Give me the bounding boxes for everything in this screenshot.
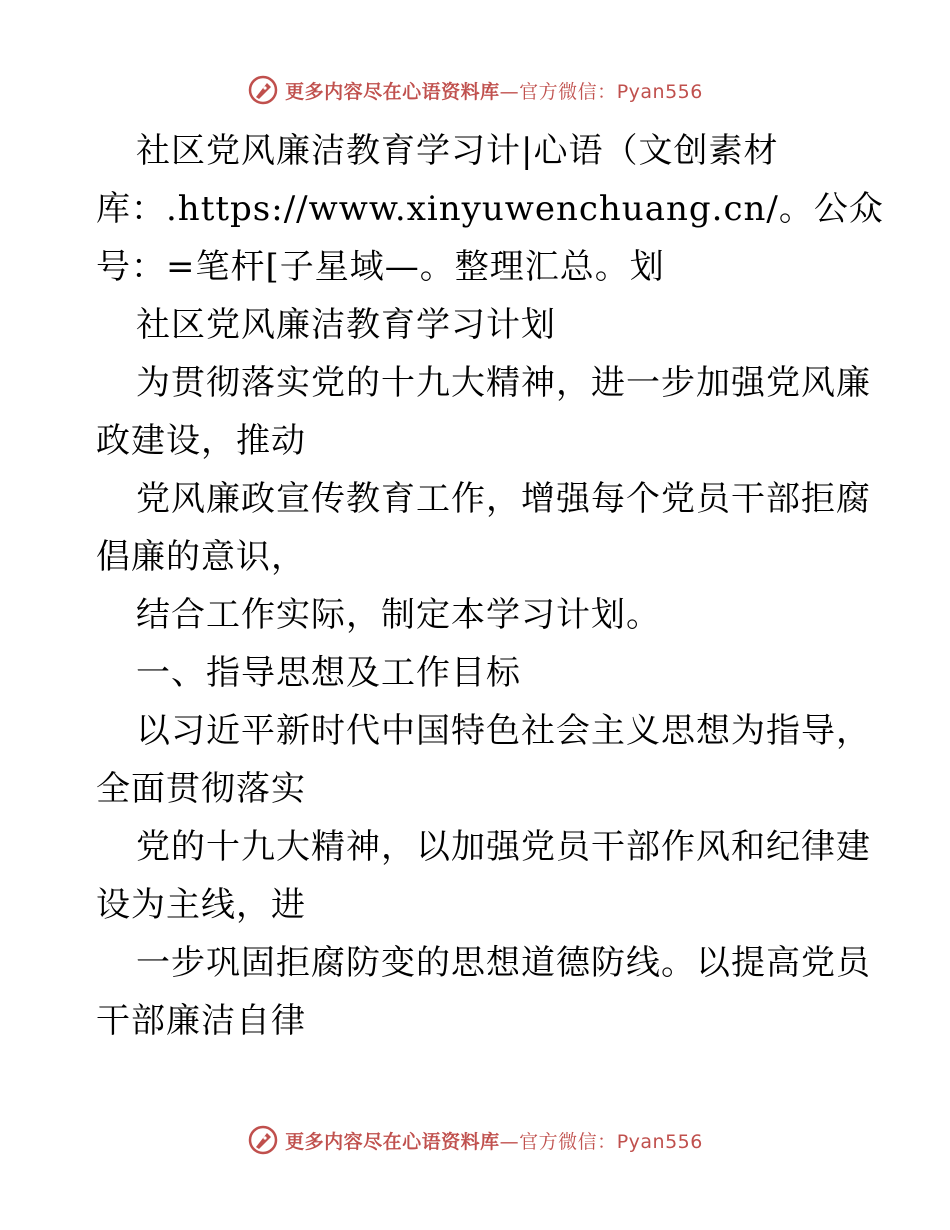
body-line-9: 结合工作实际，制定本学习计划。	[136, 595, 661, 635]
body-line-3: 号：=笔杆[子星域—。整理汇总。划	[96, 247, 665, 287]
body-line-2: 库：.https://www.xinyuwenchuang.cn/。公众	[96, 189, 884, 229]
banner-main-text: 更多内容尽在心语资料库	[285, 80, 500, 103]
document-body	[96, 122, 884, 1050]
banner-dash: —	[499, 80, 520, 103]
header-banner	[0, 70, 950, 110]
body-line-16: 干部廉洁自律	[96, 1001, 306, 1041]
body-line-14: 设为主线，进	[96, 885, 306, 925]
body-line-15: 一步巩固拒腐防变的思想道德防线。以提高党员	[136, 943, 871, 983]
banner-official-label: 官方微信：	[519, 1130, 617, 1153]
body-line-8: 倡廉的意识，	[96, 537, 306, 577]
document-title: 社区党风廉洁教育学习计划	[136, 305, 556, 345]
body-line-7: 党风廉政宣传教育工作，增强每个党员干部拒腐	[136, 479, 871, 519]
banner-text	[285, 77, 703, 104]
banner-official-label: 官方微信：	[519, 80, 617, 103]
banner-dash: —	[499, 1130, 520, 1153]
pen-nib-seal-icon	[247, 74, 279, 106]
body-line-11: 以习近平新时代中国特色社会主义思想为指导，	[136, 711, 871, 751]
footer-banner	[0, 1120, 950, 1160]
banner-wechat-id: Pyan556	[616, 80, 703, 103]
body-line-1: 社区党风廉洁教育学习计|心语（文创素材	[136, 131, 779, 171]
pen-nib-seal-icon	[247, 1124, 279, 1156]
section-heading-1: 一、指导思想及工作目标	[136, 653, 521, 693]
body-line-5: 为贯彻落实党的十九大精神，进一步加强党风廉	[136, 363, 871, 403]
body-line-13: 党的十九大精神，以加强党员干部作风和纪律建	[136, 827, 871, 867]
banner-wechat-id: Pyan556	[616, 1130, 703, 1153]
body-line-6: 政建设，推动	[96, 421, 306, 461]
banner-text	[285, 1127, 703, 1154]
body-line-12: 全面贯彻落实	[96, 769, 306, 809]
banner-main-text: 更多内容尽在心语资料库	[285, 1130, 500, 1153]
